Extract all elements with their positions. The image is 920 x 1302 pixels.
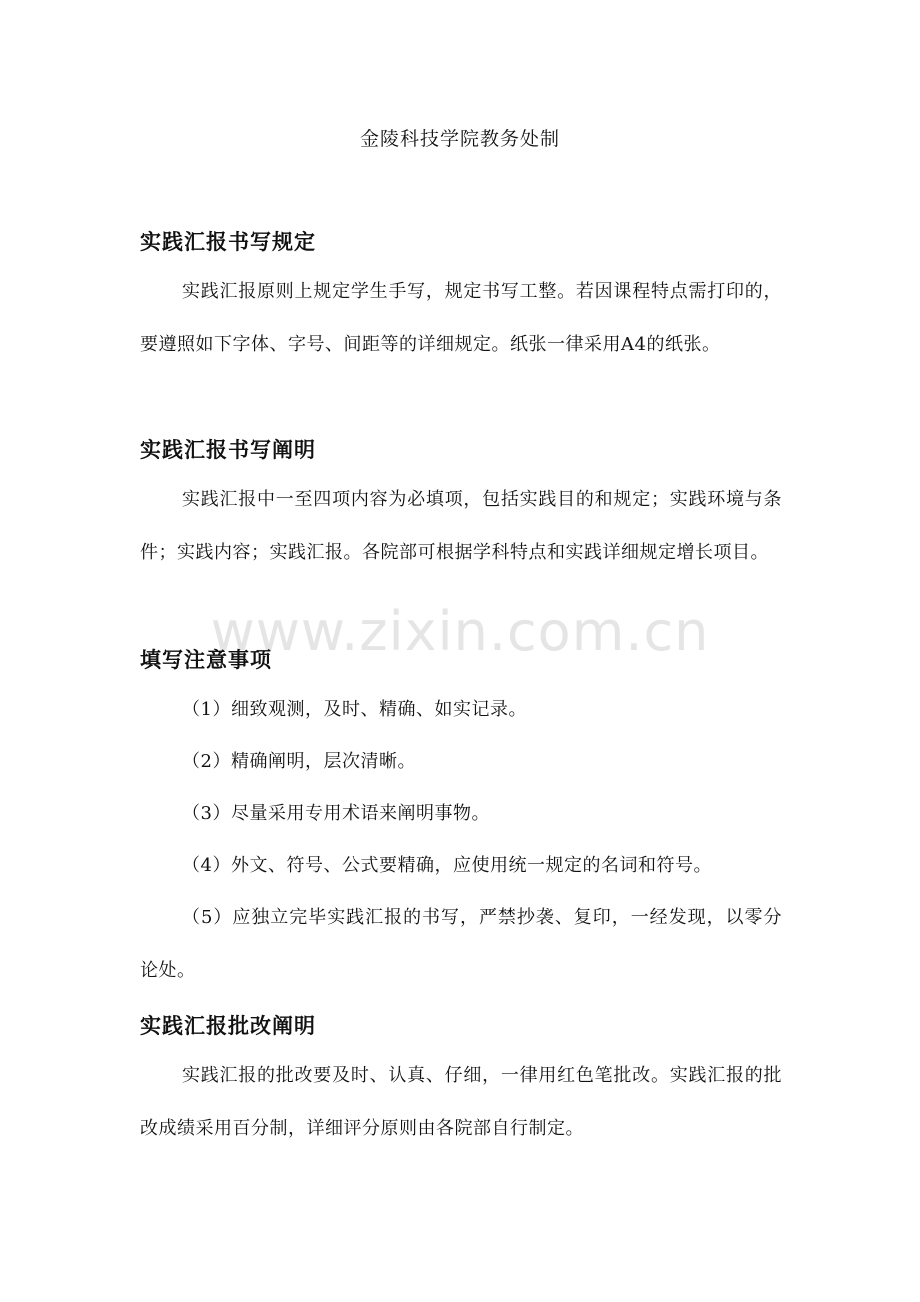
precaution-item: （3）尽量采用专用术语来阐明事物。	[182, 803, 490, 824]
section-heading-precautions: 填写注意事项	[140, 647, 272, 672]
watermark: www.zixin.com.cn	[210, 600, 710, 663]
precaution-item: （2）精确阐明，层次清晰。	[182, 751, 416, 772]
section-paragraph-writing-notes: 实践汇报中一至四项内容为必填项，包括实践目的和规定；实践环境与条件；实践内容；实践汇报。各院部可根据学科特点和实践详细规定增长项目。	[140, 489, 782, 563]
section-heading-grading-notes: 实践汇报批改阐明	[140, 1013, 316, 1038]
section-paragraph-writing-rules: 实践汇报原则上规定学生手写，规定书写工整。若因课程特点需打印的，要遵照如下字体、字号、间距等的详细规定。纸张一律采用A4的纸张。	[140, 281, 782, 355]
section-heading-writing-notes: 实践汇报书写阐明	[140, 437, 316, 462]
section-paragraph-grading-notes: 实践汇报的批改要及时、认真、仔细，一律用红色笔批改。实践汇报的批改成绩采用百分制，详细评分原则由各院部自行制定。	[140, 1065, 782, 1139]
precaution-item: （4）外文、符号、公式要精确，应使用统一规定的名词和符号。	[182, 855, 712, 876]
precaution-item: （5）应独立完毕实践汇报的书写，严禁抄袭、复印，一经发现，以零分论处。	[140, 907, 782, 981]
section-heading-writing-rules: 实践汇报书写规定	[140, 229, 316, 254]
precaution-item: （1）细致观测，及时、精确、如实记录。	[182, 699, 527, 720]
document-title: 金陵科技学院教务处制	[359, 128, 560, 150]
